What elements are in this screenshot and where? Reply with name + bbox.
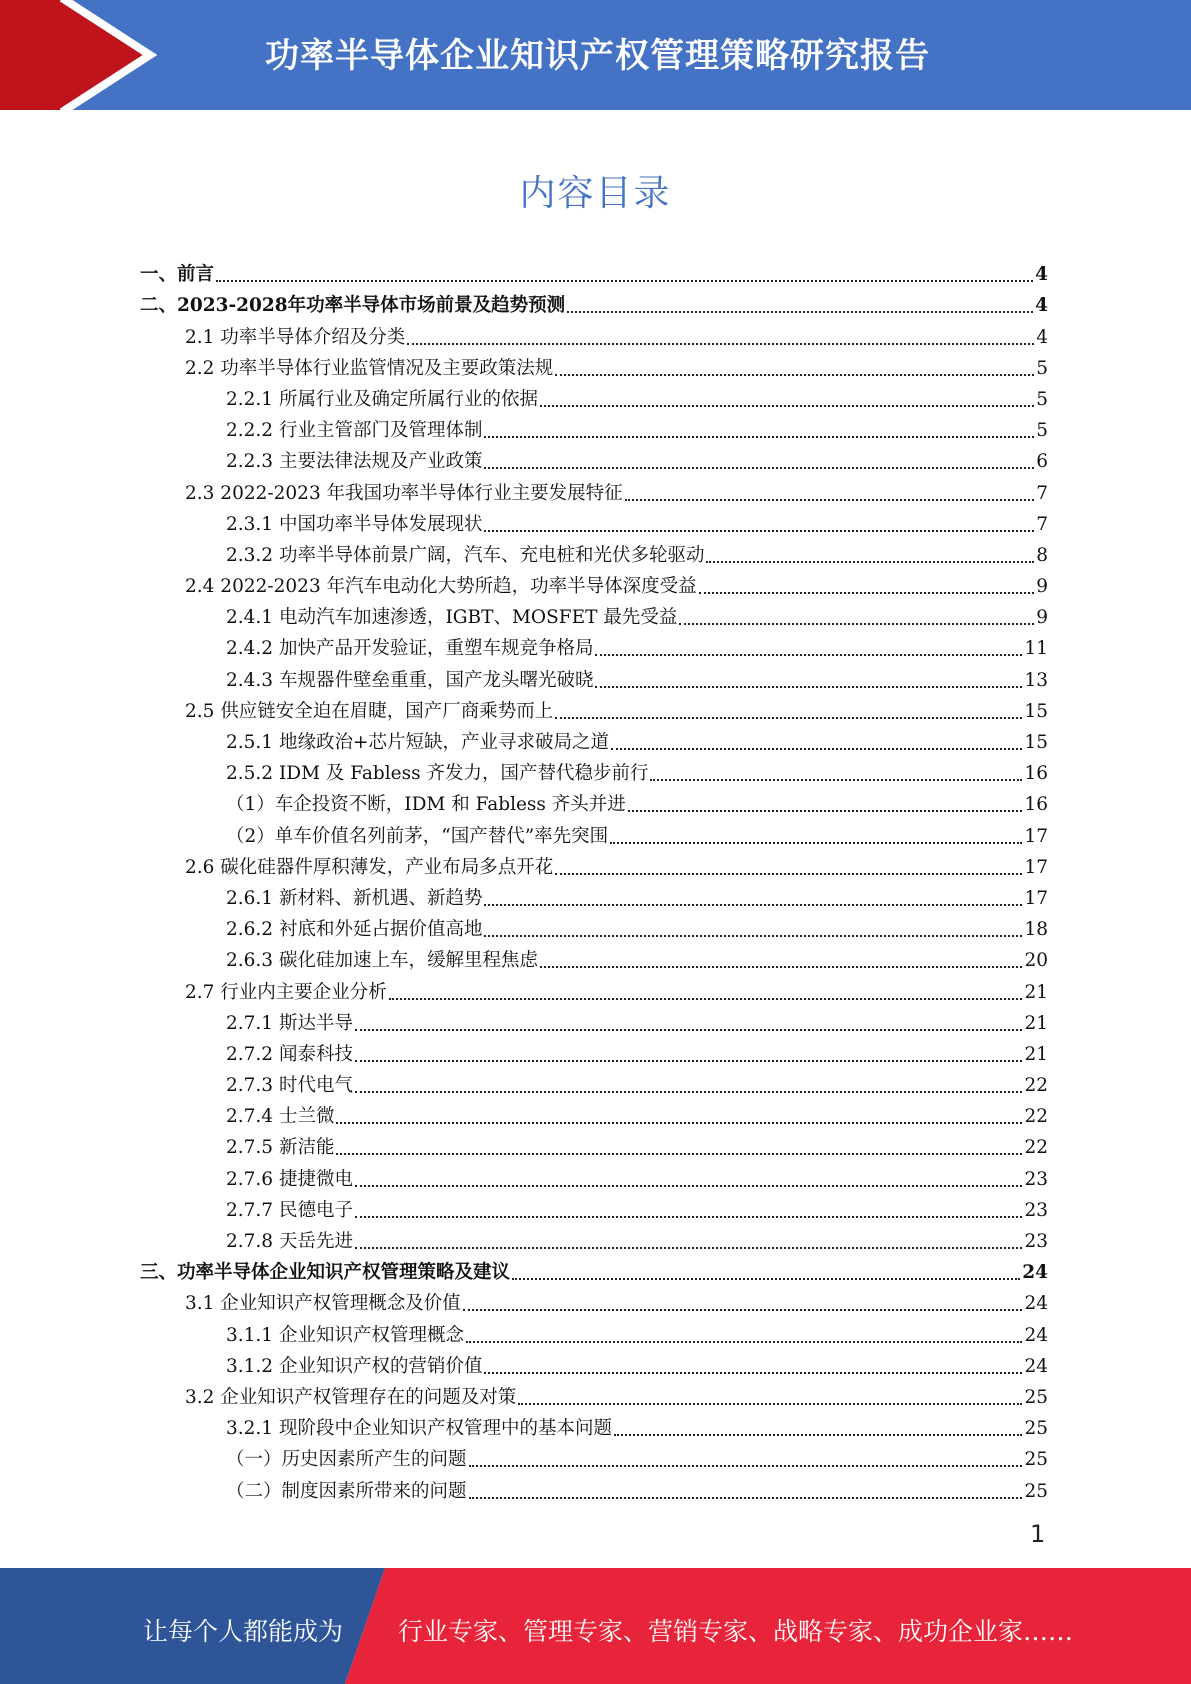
toc-entry-title: 2.2.1 所属行业及确定所属行业的依据 <box>226 388 538 410</box>
toc-dot-leader <box>555 374 1034 376</box>
toc-dot-leader <box>540 966 1022 968</box>
toc-entry[interactable] <box>140 1097 1048 1128</box>
report-title: 功率半导体企业知识产权管理策略研究报告 <box>265 36 930 76</box>
toc-entry[interactable] <box>140 754 1048 785</box>
toc-entry[interactable] <box>140 816 1048 847</box>
toc-entry-page: 7 <box>1036 482 1048 504</box>
toc-entry-title: 2.7.2 闻泰科技 <box>226 1043 353 1065</box>
toc-dot-leader <box>518 1403 1022 1405</box>
toc-entry[interactable] <box>140 1347 1048 1378</box>
toc-entry-page: 4 <box>1036 326 1048 348</box>
toc-dot-leader <box>407 343 1034 345</box>
toc-entry[interactable] <box>140 1471 1048 1502</box>
toc-entry-page: 23 <box>1024 1168 1048 1190</box>
toc-dot-leader <box>355 1029 1023 1031</box>
toc-entry[interactable] <box>140 629 1048 660</box>
toc-entry-title: 2.5 供应链安全迫在眉睫，国产厂商乘势而上 <box>185 700 554 722</box>
toc-entry[interactable] <box>140 723 1048 754</box>
toc-entry[interactable] <box>140 536 1048 567</box>
toc-entry[interactable] <box>140 1128 1048 1159</box>
toc-entry[interactable] <box>140 1191 1048 1222</box>
toc-dot-leader <box>484 1372 1022 1374</box>
toc-entry-page: 17 <box>1024 887 1048 909</box>
toc-entry-page: 24 <box>1024 1355 1048 1377</box>
toc-dot-leader <box>216 280 1033 282</box>
toc-entry[interactable] <box>140 317 1048 348</box>
toc-entry-page: 25 <box>1024 1449 1048 1471</box>
toc-entry-title: 2.1 功率半导体介绍及分类 <box>185 326 406 348</box>
toc-dot-leader <box>466 1341 1022 1343</box>
toc-entry-title: 2.4.3 车规器件壁垒重重，国产龙头曙光破晓 <box>226 669 594 691</box>
toc-entry-title: 3.1.2 企业知识产权的营销价值 <box>226 1355 483 1377</box>
toc-entry[interactable] <box>140 1378 1048 1409</box>
toc-entry-page: 13 <box>1024 669 1048 691</box>
toc-entry-page: 9 <box>1036 576 1048 598</box>
toc-entry-page: 23 <box>1024 1199 1048 1221</box>
toc-entry[interactable] <box>140 567 1048 598</box>
toc-entry-title: 2.6 碳化硅器件厚积薄发，产业布局多点开花 <box>185 856 554 878</box>
toc-dot-leader <box>540 405 1034 407</box>
toc-entry-page: 24 <box>1024 1324 1048 1346</box>
toc-entry-page: 9 <box>1036 607 1048 629</box>
toc-dot-leader <box>484 935 1022 937</box>
toc-entry[interactable] <box>140 1222 1048 1253</box>
toc-dot-leader <box>463 1309 1023 1311</box>
page-footer <box>0 1568 1191 1684</box>
toc-entry-page: 16 <box>1024 763 1048 785</box>
toc-entry[interactable] <box>140 286 1048 317</box>
toc-entry-title: 2.4.2 加快产品开发验证，重塑车规竞争格局 <box>226 638 594 660</box>
toc-entry-page: 24 <box>1022 1262 1048 1284</box>
toc-entry-title: 2.6.1 新材料、新机遇、新趋势 <box>226 887 483 909</box>
toc-entry-page: 24 <box>1024 1293 1048 1315</box>
toc-entry-title: （1）车企投资不断，IDM 和 Fabless 齐头并进 <box>226 794 626 816</box>
toc-dot-leader <box>484 904 1022 906</box>
toc-entry-page: 5 <box>1036 420 1048 442</box>
toc-entry-page: 15 <box>1024 732 1048 753</box>
toc-entry-title: 2.7.7 民德电子 <box>226 1199 353 1221</box>
toc-entry-page: 7 <box>1036 513 1048 535</box>
toc-dot-leader <box>484 530 1034 532</box>
toc-entry[interactable] <box>140 1253 1048 1284</box>
toc-dot-leader <box>355 1091 1023 1093</box>
toc-entry[interactable] <box>140 411 1048 442</box>
page-number: 1 <box>1030 1520 1046 1548</box>
toc-dot-leader <box>355 1185 1023 1187</box>
toc-entry-page: 17 <box>1024 856 1048 878</box>
toc-entry-title: 2.7.1 斯达半导 <box>226 1012 353 1034</box>
toc-entry[interactable] <box>140 1066 1048 1097</box>
toc-entry-page: 25 <box>1024 1418 1048 1440</box>
page-header <box>0 0 1191 110</box>
toc-entry[interactable] <box>140 473 1048 504</box>
toc-entry-title: 2.7.3 时代电气 <box>226 1075 353 1097</box>
toc-entry[interactable] <box>140 879 1048 910</box>
toc-entry-title: 2.3 2022-2023 年我国功率半导体行业主要发展特征 <box>185 482 623 504</box>
toc-entry-page: 21 <box>1024 981 1048 1003</box>
toc-entry-title: 2.4 2022-2023 年汽车电动化大势所趋，功率半导体深度受益 <box>185 576 697 598</box>
toc-entry-page: 20 <box>1024 950 1048 972</box>
toc-entry[interactable] <box>140 1004 1048 1035</box>
toc-dot-leader <box>484 467 1034 469</box>
toc-entry-page: 25 <box>1024 1480 1048 1502</box>
toc-entry-page: 5 <box>1036 357 1048 379</box>
toc-entry-title: 二、2023-2028年功率半导体市场前景及趋势预测 <box>140 295 566 317</box>
toc-entry-title: 三、功率半导体企业知识产权管理策略及建议 <box>140 1262 511 1284</box>
toc-entry-title: 3.2.1 现阶段中企业知识产权管理中的基本问题 <box>226 1418 612 1440</box>
toc-entry-page: 5 <box>1036 388 1048 410</box>
toc-dot-leader <box>595 686 1022 688</box>
toc-entry-title: 2.7.6 捷捷微电 <box>226 1168 353 1190</box>
toc-entry-title: （2）单车价值名列前茅，“国产替代”率先突围 <box>226 825 609 847</box>
table-of-contents <box>140 255 1048 1503</box>
toc-entry[interactable] <box>140 598 1048 629</box>
toc-dot-leader <box>355 1247 1023 1249</box>
toc-entry-page: 23 <box>1024 1231 1048 1252</box>
toc-entry[interactable] <box>140 1409 1048 1440</box>
toc-entry-title: 2.2 功率半导体行业监管情况及主要政策法规 <box>185 357 554 379</box>
toc-entry-page: 25 <box>1024 1386 1048 1408</box>
toc-entry[interactable] <box>140 505 1048 536</box>
toc-entry-title: 2.3.2 功率半导体前景广阔，汽车、充电桩和光伏多轮驱动 <box>226 544 705 566</box>
toc-entry-title: 2.5.2 IDM 及 Fabless 齐发力，国产替代稳步前行 <box>226 763 649 785</box>
toc-dot-leader <box>611 748 1022 750</box>
toc-dot-leader <box>699 592 1035 594</box>
toc-dot-leader <box>614 1434 1022 1436</box>
toc-entry-title: 一、前言 <box>140 264 215 286</box>
toc-dot-leader <box>650 779 1022 781</box>
toc-entry-title: 2.2.3 主要法律法规及产业政策 <box>226 451 483 473</box>
toc-entry-title: 2.3.1 中国功率半导体发展现状 <box>226 513 483 535</box>
toc-entry-title: 2.2.2 行业主管部门及管理体制 <box>226 420 483 442</box>
toc-dot-leader <box>567 311 1033 313</box>
toc-entry[interactable] <box>140 380 1048 411</box>
toc-entry-page: 6 <box>1036 451 1048 473</box>
toc-entry-title: 2.7.8 天岳先进 <box>226 1231 353 1252</box>
toc-entry[interactable] <box>140 692 1048 723</box>
toc-dot-leader <box>355 1060 1023 1062</box>
toc-dot-leader <box>512 1278 1020 1280</box>
toc-heading: 内容目录 <box>519 173 672 214</box>
toc-entry-page: 18 <box>1024 919 1048 941</box>
toc-entry-page: 22 <box>1024 1137 1048 1159</box>
toc-entry-title: 3.2 企业知识产权管理存在的问题及对策 <box>185 1386 517 1408</box>
toc-entry[interactable] <box>140 785 1048 816</box>
toc-dot-leader <box>610 842 1022 844</box>
toc-entry[interactable] <box>140 910 1048 941</box>
toc-entry[interactable] <box>140 941 1048 972</box>
toc-dot-leader <box>484 436 1034 438</box>
toc-entry-page: 21 <box>1024 1043 1048 1065</box>
toc-entry-page: 22 <box>1024 1106 1048 1128</box>
toc-entry-page: 4 <box>1035 264 1048 286</box>
toc-entry-page: 17 <box>1024 825 1048 847</box>
toc-entry[interactable] <box>140 972 1048 1003</box>
toc-entry-page: 11 <box>1024 638 1048 660</box>
toc-entry[interactable] <box>140 1440 1048 1471</box>
toc-entry-title: 3.1.1 企业知识产权管理概念 <box>226 1324 464 1346</box>
toc-entry[interactable] <box>140 1284 1048 1315</box>
toc-entry-title: 2.6.2 衬底和外延占据价值高地 <box>226 919 483 941</box>
toc-entry-title: 2.6.3 碳化硅加速上车，缓解里程焦虑 <box>226 950 538 972</box>
toc-dot-leader <box>628 810 1023 812</box>
toc-dot-leader <box>469 1465 1023 1467</box>
toc-entry[interactable] <box>140 1315 1048 1346</box>
toc-dot-leader <box>679 623 1034 625</box>
toc-entry-title: （二）制度因素所带来的问题 <box>226 1480 467 1502</box>
toc-entry[interactable] <box>140 660 1048 691</box>
toc-entry-page: 8 <box>1036 544 1048 566</box>
footer-slogan-left: 让每个人都能成为 <box>143 1617 344 1646</box>
toc-entry-title: 2.7.4 士兰微 <box>226 1106 335 1128</box>
toc-entry-title: 3.1 企业知识产权管理概念及价值 <box>185 1293 461 1315</box>
toc-entry[interactable] <box>140 442 1048 473</box>
toc-entry-page: 16 <box>1024 794 1048 816</box>
toc-entry-title: （一）历史因素所产生的问题 <box>226 1449 467 1471</box>
toc-dot-leader <box>625 499 1035 501</box>
toc-dot-leader <box>595 654 1022 656</box>
toc-dot-leader <box>555 873 1022 875</box>
toc-dot-leader <box>706 561 1034 563</box>
toc-entry[interactable] <box>140 255 1048 286</box>
toc-entry[interactable] <box>140 1035 1048 1066</box>
toc-entry-page: 22 <box>1024 1075 1048 1097</box>
toc-entry-title: 2.5.1 地缘政治+芯片短缺，产业寻求破局之道 <box>226 732 609 753</box>
toc-entry[interactable] <box>140 1159 1048 1190</box>
toc-dot-leader <box>355 1216 1023 1218</box>
toc-entry[interactable] <box>140 349 1048 380</box>
footer-slogan-right: 行业专家、管理专家、营销专家、战略专家、成功企业家…… <box>398 1617 1074 1646</box>
toc-entry[interactable] <box>140 848 1048 879</box>
toc-entry-title: 2.7 行业内主要企业分析 <box>185 981 387 1003</box>
toc-dot-leader <box>336 1122 1022 1124</box>
toc-dot-leader <box>336 1153 1022 1155</box>
toc-entry-page: 21 <box>1024 1012 1048 1034</box>
toc-entry-title: 2.7.5 新洁能 <box>226 1137 335 1159</box>
toc-entry-page: 15 <box>1024 700 1048 722</box>
toc-entry-title: 2.4.1 电动汽车加速渗透，IGBT、MOSFET 最先受益 <box>226 607 678 629</box>
toc-dot-leader <box>389 998 1023 1000</box>
toc-entry-page: 4 <box>1035 295 1048 317</box>
toc-dot-leader <box>469 1497 1023 1499</box>
toc-dot-leader <box>555 717 1022 719</box>
